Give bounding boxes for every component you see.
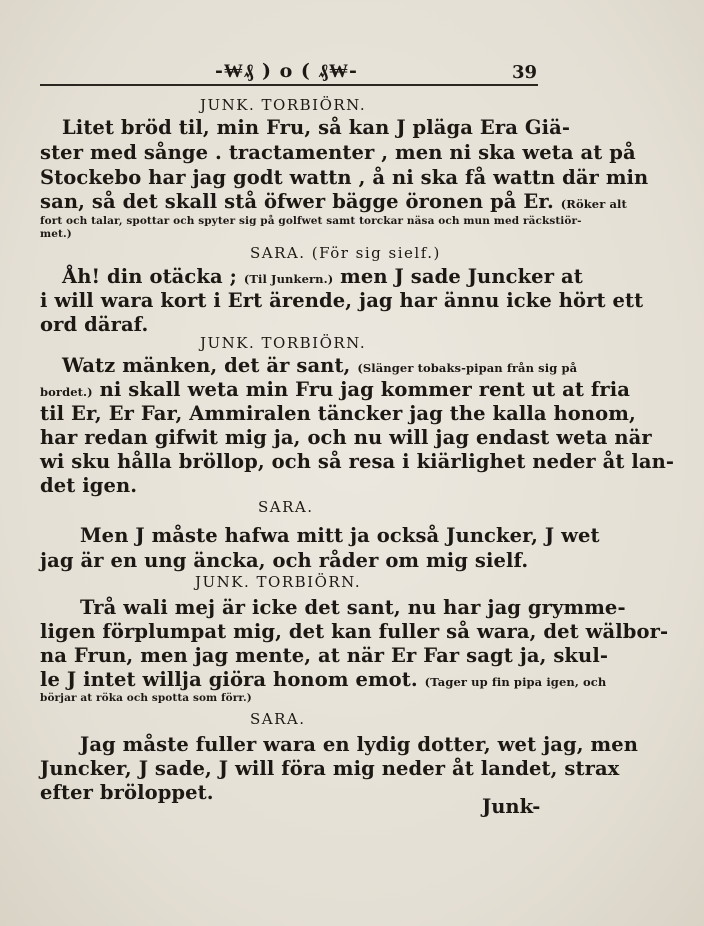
- text-line: ord däraf.: [40, 313, 149, 336]
- catchword: Junk-: [482, 795, 541, 818]
- stage-direction: (Slänger tobaks-pipan från sig på: [357, 361, 578, 375]
- speaker-heading: SARA.: [258, 498, 314, 516]
- header-rule: [40, 84, 538, 86]
- text-line: i will wara kort i Ert ärende, jag har ännu icke hört ett: [40, 289, 644, 312]
- stage-direction: (Röker alt: [560, 197, 627, 211]
- speaker-heading: JUNK. TORBIÖRN.: [200, 334, 367, 352]
- text-line: [40, 668, 606, 691]
- page-number: 39: [512, 62, 538, 83]
- text-line: Litet bröd til, min Fru, så kan J pläga Era Giä-: [62, 116, 571, 139]
- text-line: [62, 265, 583, 288]
- text-line: na Frun, men jag mente, at när Er Far sagt ja, skul-: [40, 644, 609, 667]
- text-line: jag är en ung äncka, och råder om mig sielf.: [40, 549, 529, 572]
- text-span: men J sade Juncker at: [340, 265, 583, 288]
- text-line: det igen.: [40, 474, 138, 497]
- text-line: Men J måste hafwa mitt ja också Juncker, J wet: [80, 524, 600, 547]
- text-line: [40, 190, 627, 213]
- stage-direction: (Tager up fin pipa igen, och: [424, 675, 607, 689]
- text-line: [62, 354, 577, 377]
- text-line: Trå wali mej är icke det sant, nu har jag grymme-: [80, 596, 626, 619]
- text-line: har redan gifwit mig ja, och nu will jag endast weta när: [40, 426, 652, 449]
- text-span: le J intet willja giöra honom emot.: [40, 668, 418, 691]
- text-line: ligen förplumpat mig, det kan fuller så wara, det wälbor-: [40, 620, 669, 643]
- header-ornament: -₩₰ ) o ( ₰₩-: [215, 60, 358, 82]
- stage-direction-line: fort och talar, spottar och spyter sig på golfwet samt torckar näsa och mun med räckstiör-: [40, 215, 582, 227]
- text-line: efter bröloppet.: [40, 781, 214, 804]
- text-line: wi sku hålla bröllop, och så resa i kiärlighet neder åt lan-: [40, 450, 675, 473]
- speaker-heading: SARA.: [250, 710, 306, 728]
- text-line: Juncker, J sade, J will föra mig neder åt landet, strax: [40, 757, 620, 780]
- text-span: Watz mänken, det är sant,: [62, 354, 351, 377]
- stage-direction: bordet.): [40, 385, 93, 399]
- stage-direction-line: met.): [40, 228, 72, 240]
- text-line: til Er, Er Far, Ammiralen täncker jag the kalla honom,: [40, 402, 636, 425]
- text-span: Åh! din otäcka ;: [62, 265, 237, 288]
- text-span: ni skall weta min Fru jag kommer rent ut at fria: [99, 378, 630, 401]
- text-line: Jag måste fuller wara en lydig dotter, wet jag, men: [80, 733, 638, 756]
- text-line: [40, 378, 630, 401]
- text-line: Stockebo har jag godt wattn , å ni ska få wattn där min: [40, 166, 649, 189]
- speaker-heading: JUNK. TORBIÖRN.: [200, 96, 367, 114]
- text-span: san, så det skall stå öfwer bägge öronen på Er.: [40, 190, 554, 213]
- speaker-heading: SARA. (För sig sielf.): [250, 244, 441, 262]
- speaker-heading: JUNK. TORBIÖRN.: [195, 573, 362, 591]
- stage-direction-line: börjar at röka och spotta som förr.): [40, 692, 252, 704]
- text-line: ster med sånge . tractamenter , men ni ska weta at på: [40, 141, 636, 164]
- stage-direction: (Til Junkern.): [243, 272, 334, 286]
